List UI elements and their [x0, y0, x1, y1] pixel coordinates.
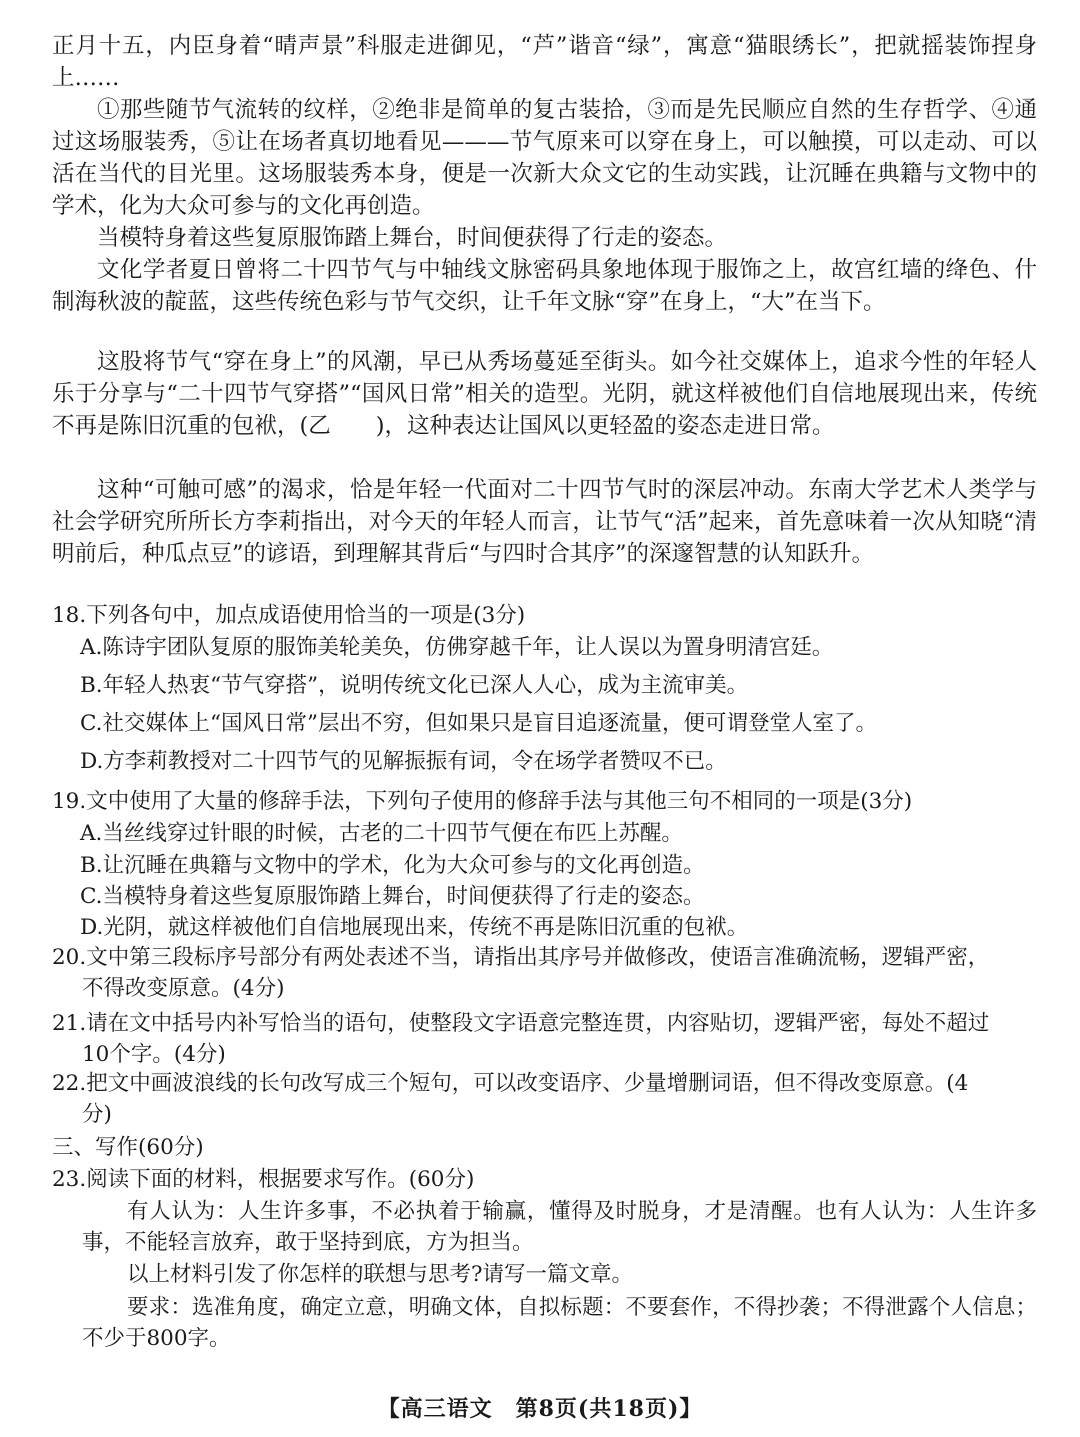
passage-paragraph-6: 这种“可触可感”的渴求，恰是年轻一代面对二十四节气时的深层冲动。东南大学艺术人类学与社会学研究所所长方李莉指出，对今天的年轻人而言，让节气“活”起来，首先意味着一次从知晓“清明前后，种瓜点豆”的谚语，到理解其背后“与四时合其序”的深邃智慧的认知跃升。 — [52, 477, 1037, 567]
question-18-option-a: A.陈诗宇团队复原的服饰美轮美奂，仿佛穿越千年，让人误以为置身明清宫廷。 — [80, 635, 834, 660]
question-19-stem: 19.文中使用了大量的修辞手法，下列句子使用的修辞手法与其他三句不相同的一项是(3分) — [52, 789, 913, 814]
question-22 — [52, 1068, 1037, 1130]
question-20-line-2: 不得改变原意。(4分) — [82, 976, 285, 1001]
question-21 — [52, 1008, 1037, 1070]
question-23-prompt: 以上材料引发了你怎样的联想与思考?请写一篇文章。 — [127, 1262, 634, 1287]
question-18-option-d: D.方李莉教授对二十四节气的见解振振有词，令在场学者赞叹不已。 — [80, 749, 727, 774]
question-19-option-a: A.当丝线穿过针眼的时候，古老的二十四节气便在布匹上苏醒。 — [80, 821, 683, 846]
question-20 — [52, 942, 1037, 1004]
question-22-line-1: 22.把文中画波浪线的长句改写成三个短句，可以改变语序、少量增删词语，但不得改变原意。(4 — [52, 1071, 969, 1096]
passage-paragraph-1: 正月十五，内臣身着“晴声景”科服走进御见，“芦”谐音“绿”，寓意“猫眼绣长”，把就摇装饰捏身上…… — [52, 33, 1037, 91]
question-19-option-d: D.光阴，就这样被他们自信地展现出来，传统不再是陈旧沉重的包袱。 — [80, 915, 749, 940]
page-footer: 【高三语文 第8页(共18页)】 — [377, 1396, 703, 1422]
question-21-line-1: 21.请在文中括号内补写恰当的语句，使整段文字语意完整连贯，内容贴切，逻辑严密，每处不超过 — [52, 1011, 990, 1036]
question-19-option-b: B.让沉睡在典籍与文物中的学术，化为大众可参与的文化再创造。 — [80, 853, 705, 878]
section-3-heading: 三、写作(60分) — [52, 1135, 204, 1160]
passage-paragraph-5: 这股将节气“穿在身上”的风潮，早已从秀场蔓延至街头。如今社交媒体上，追求今性的年轻人乐于分享与“二十四节气穿搭”“国风日常”相关的造型。光阴，就这样被他们自信地展现出来，传统不再是陈旧沉重的包袱，(乙 )，这种表达让国风以更轻盈的姿态走进日常。 — [52, 349, 1037, 439]
question-21-line-2: 10个字。(4分) — [82, 1042, 226, 1067]
question-23-material: 有人认为：人生许多事，不必执着于输赢，懂得及时脱身，才是清醒。也有人认为：人生许多事，不能轻言放弃，敢于坚持到底，方为担当。 — [82, 1199, 1037, 1255]
question-18-option-c: C.社交媒体上“国风日常”层出不穷，但如果只是盲目追逐流量，便可谓登堂人室了。 — [80, 711, 878, 736]
question-18-stem: 18.下列各句中，加点成语使用恰当的一项是(3分) — [52, 603, 526, 628]
question-19-option-c: C.当模特身着这些复原服饰踏上舞台，时间便获得了行走的姿态。 — [80, 884, 705, 909]
question-20-line-1: 20.文中第三段标序号部分有两处表述不当，请指出其序号并做修改，使语言准确流畅，逻辑严密， — [52, 945, 990, 970]
question-23-requirement: 要求：选准角度，确定立意，明确文体，自拟标题：不要套作，不得抄袭；不得泄露个人信息；不少于800字。 — [82, 1295, 1037, 1351]
passage-paragraph-2: ①那些随节气流转的纹样，②绝非是简单的复古装拾，③而是先民顺应自然的生存哲学、④通过这场服装秀，⑤让在场者真切地看见———节气原来可以穿在身上，可以触摸，可以走动、可以活在当代的目光里。这场服装秀本身，便是一次新大众文它的生动实践，让沉睡在典籍与文物中的学术，化为大众可参与的文化再创造。 — [52, 97, 1037, 219]
passage-paragraph-3: 当模特身着这些复原服饰踏上舞台，时间便获得了行走的姿态。 — [97, 225, 728, 251]
passage-paragraph-4: 文化学者夏日曾将二十四节气与中轴线文脉密码具象地体现于服饰之上，故宫红墙的绛色、什制海秋波的靛蓝，这些传统色彩与节气交织，让千年文脉“穿”在身上，“大”在当下。 — [52, 257, 1037, 315]
question-18-option-b: B.年轻人热衷“节气穿搭”，说明传统文化已深人人心，成为主流审美。 — [80, 673, 749, 698]
question-23-stem: 23.阅读下面的材料，根据要求写作。(60分) — [52, 1167, 475, 1192]
question-22-line-2: 分) — [82, 1102, 112, 1127]
